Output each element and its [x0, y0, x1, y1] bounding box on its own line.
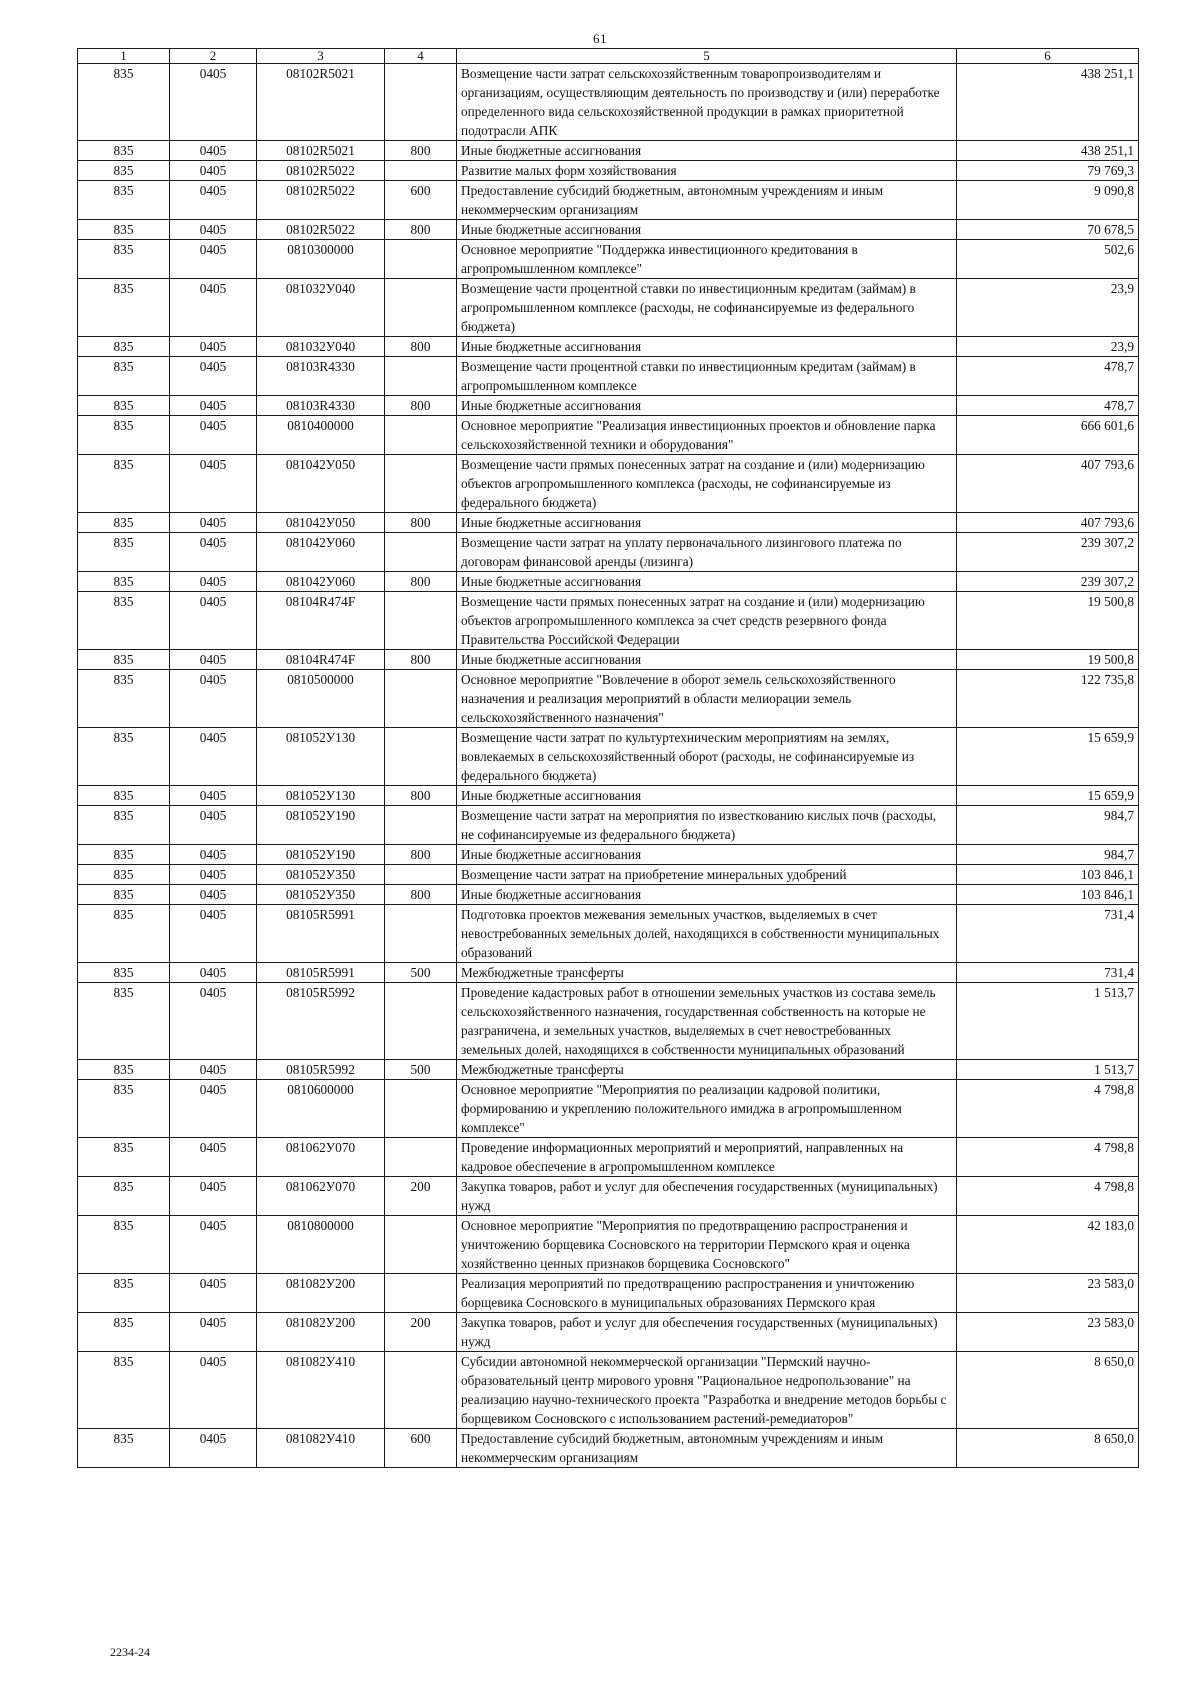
description-cell: Межбюджетные трансферты	[457, 963, 957, 983]
amount-cell: 23,9	[957, 337, 1139, 357]
table-row	[78, 161, 1139, 181]
target-article-cell: 081042У060	[257, 572, 385, 592]
expense-type-cell: 600	[385, 1429, 457, 1468]
section-code-cell: 0405	[170, 1060, 257, 1080]
chapter-code-cell: 835	[78, 1216, 170, 1274]
chapter-code-cell: 835	[78, 670, 170, 728]
chapter-code-cell: 835	[78, 592, 170, 650]
expense-type-cell	[385, 161, 457, 181]
description-cell: Иные бюджетные ассигнования	[457, 513, 957, 533]
target-article-cell: 081052У130	[257, 728, 385, 786]
table-body	[78, 64, 1139, 1468]
description-cell: Субсидии автономной некоммерческой организации "Пермский научно-образовательный центр мирового уровня "Рациональное недропользование" на реализацию научно-технического проекта "Разработка и внедрение методов борьбы с борщевиком Сосновского с использованием растений-ремедиаторов"	[457, 1352, 957, 1429]
target-article-cell: 08105R5991	[257, 905, 385, 963]
expense-type-cell: 800	[385, 885, 457, 905]
target-article-cell: 081062У070	[257, 1138, 385, 1177]
description-cell: Закупка товаров, работ и услуг для обеспечения государственных (муниципальных) нужд	[457, 1177, 957, 1216]
expense-type-cell	[385, 416, 457, 455]
table-row	[78, 1138, 1139, 1177]
description-cell: Иные бюджетные ассигнования	[457, 141, 957, 161]
table-row	[78, 64, 1139, 141]
description-cell: Иные бюджетные ассигнования	[457, 396, 957, 416]
table-row	[78, 337, 1139, 357]
table-row	[78, 1352, 1139, 1429]
amount-cell: 4 798,8	[957, 1138, 1139, 1177]
section-code-cell: 0405	[170, 806, 257, 845]
expense-type-cell: 200	[385, 1177, 457, 1216]
amount-cell: 478,7	[957, 357, 1139, 396]
section-code-cell: 0405	[170, 416, 257, 455]
description-cell: Иные бюджетные ассигнования	[457, 220, 957, 240]
target-article-cell: 08103R4330	[257, 396, 385, 416]
section-code-cell: 0405	[170, 181, 257, 220]
section-code-cell: 0405	[170, 1352, 257, 1429]
description-cell: Возмещение части затрат на мероприятия по известкованию кислых почв (расходы, не софинансируемые из федерального бюджета)	[457, 806, 957, 845]
table-row	[78, 905, 1139, 963]
expense-type-cell	[385, 806, 457, 845]
expense-type-cell: 800	[385, 572, 457, 592]
amount-cell: 23,9	[957, 279, 1139, 337]
chapter-code-cell: 835	[78, 455, 170, 513]
column-header: 4	[385, 49, 457, 64]
section-code-cell: 0405	[170, 845, 257, 865]
description-cell: Основное мероприятие "Вовлечение в оборот земель сельскохозяйственного назначения и реализация мероприятий в области мелиорации земель сельскохозяйственного назначения"	[457, 670, 957, 728]
amount-cell: 19 500,8	[957, 592, 1139, 650]
description-cell: Основное мероприятие "Поддержка инвестиционного кредитования в агропромышленном комплексе"	[457, 240, 957, 279]
expense-type-cell: 800	[385, 513, 457, 533]
section-code-cell: 0405	[170, 357, 257, 396]
target-article-cell: 0810800000	[257, 1216, 385, 1274]
expense-type-cell: 500	[385, 1060, 457, 1080]
table-row	[78, 1313, 1139, 1352]
description-cell: Возмещение части затрат на уплату первоначального лизингового платежа по договорам финансовой аренды (лизинга)	[457, 533, 957, 572]
amount-cell: 15 659,9	[957, 786, 1139, 806]
section-code-cell: 0405	[170, 1313, 257, 1352]
table-row	[78, 650, 1139, 670]
amount-cell: 23 583,0	[957, 1313, 1139, 1352]
chapter-code-cell: 835	[78, 1352, 170, 1429]
description-cell: Иные бюджетные ассигнования	[457, 650, 957, 670]
description-cell: Возмещение части затрат на приобретение минеральных удобрений	[457, 865, 957, 885]
expense-type-cell	[385, 670, 457, 728]
amount-cell: 79 769,3	[957, 161, 1139, 181]
expense-type-cell	[385, 1352, 457, 1429]
expense-type-cell: 800	[385, 845, 457, 865]
amount-cell: 42 183,0	[957, 1216, 1139, 1274]
table-row	[78, 1216, 1139, 1274]
description-cell: Иные бюджетные ассигнования	[457, 845, 957, 865]
section-code-cell: 0405	[170, 279, 257, 337]
target-article-cell: 08105R5991	[257, 963, 385, 983]
target-article-cell: 0810300000	[257, 240, 385, 279]
column-header: 6	[957, 49, 1139, 64]
chapter-code-cell: 835	[78, 865, 170, 885]
chapter-code-cell: 835	[78, 533, 170, 572]
target-article-cell: 08102R5021	[257, 141, 385, 161]
description-cell: Реализация мероприятий по предотвращению распространения и уничтожению борщевика Сосновского в муниципальных образованиях Пермского края	[457, 1274, 957, 1313]
description-cell: Межбюджетные трансферты	[457, 1060, 957, 1080]
target-article-cell: 08102R5021	[257, 64, 385, 141]
target-article-cell: 081042У050	[257, 513, 385, 533]
expense-type-cell	[385, 728, 457, 786]
table-row	[78, 670, 1139, 728]
amount-cell: 502,6	[957, 240, 1139, 279]
target-article-cell: 08102R5022	[257, 220, 385, 240]
amount-cell: 9 090,8	[957, 181, 1139, 220]
target-article-cell: 081042У060	[257, 533, 385, 572]
section-code-cell: 0405	[170, 905, 257, 963]
section-code-cell: 0405	[170, 513, 257, 533]
section-code-cell: 0405	[170, 1177, 257, 1216]
chapter-code-cell: 835	[78, 983, 170, 1060]
expense-type-cell: 800	[385, 337, 457, 357]
chapter-code-cell: 835	[78, 337, 170, 357]
amount-cell: 122 735,8	[957, 670, 1139, 728]
column-header: 1	[78, 49, 170, 64]
expense-type-cell	[385, 1274, 457, 1313]
section-code-cell: 0405	[170, 885, 257, 905]
amount-cell: 1 513,7	[957, 983, 1139, 1060]
target-article-cell: 081052У350	[257, 885, 385, 905]
expense-type-cell	[385, 592, 457, 650]
chapter-code-cell: 835	[78, 416, 170, 455]
table-row	[78, 455, 1139, 513]
expense-type-cell: 600	[385, 181, 457, 220]
section-code-cell: 0405	[170, 963, 257, 983]
chapter-code-cell: 835	[78, 1274, 170, 1313]
target-article-cell: 081082У200	[257, 1313, 385, 1352]
section-code-cell: 0405	[170, 455, 257, 513]
section-code-cell: 0405	[170, 592, 257, 650]
amount-cell: 19 500,8	[957, 650, 1139, 670]
chapter-code-cell: 835	[78, 220, 170, 240]
description-cell: Проведение кадастровых работ в отношении земельных участков из состава земель сельскохозяйственного назначения, государственная собственность на которые не разграничена, и земельных участков, выделяемых в счет невостребованных земельных долей, находящихся в собственности муниципальных образований	[457, 983, 957, 1060]
table-row	[78, 728, 1139, 786]
expense-type-cell	[385, 983, 457, 1060]
expense-type-cell	[385, 64, 457, 141]
expense-type-cell	[385, 865, 457, 885]
table-row	[78, 533, 1139, 572]
amount-cell: 8 650,0	[957, 1352, 1139, 1429]
chapter-code-cell: 835	[78, 1138, 170, 1177]
table-row	[78, 865, 1139, 885]
section-code-cell: 0405	[170, 64, 257, 141]
amount-cell: 103 846,1	[957, 885, 1139, 905]
amount-cell: 15 659,9	[957, 728, 1139, 786]
amount-cell: 407 793,6	[957, 513, 1139, 533]
description-cell: Закупка товаров, работ и услуг для обеспечения государственных (муниципальных) нужд	[457, 1313, 957, 1352]
column-header: 2	[170, 49, 257, 64]
table-row	[78, 1080, 1139, 1138]
table-row	[78, 806, 1139, 845]
amount-cell: 239 307,2	[957, 572, 1139, 592]
table-row	[78, 357, 1139, 396]
section-code-cell: 0405	[170, 670, 257, 728]
table-row	[78, 1060, 1139, 1080]
description-cell: Возмещение части затрат по культуртехническим мероприятиям на землях, вовлекаемых в сельскохозяйственный оборот (расходы, не софинансируемые из федерального бюджета)	[457, 728, 957, 786]
amount-cell: 8 650,0	[957, 1429, 1139, 1468]
description-cell: Возмещение части процентной ставки по инвестиционным кредитам (займам) в агропромышленном комплексе (расходы, не софинансируемые из федерального бюджета)	[457, 279, 957, 337]
chapter-code-cell: 835	[78, 905, 170, 963]
section-code-cell: 0405	[170, 865, 257, 885]
expense-type-cell	[385, 455, 457, 513]
target-article-cell: 081032У040	[257, 279, 385, 337]
section-code-cell: 0405	[170, 1080, 257, 1138]
section-code-cell: 0405	[170, 396, 257, 416]
amount-cell: 438 251,1	[957, 141, 1139, 161]
section-code-cell: 0405	[170, 533, 257, 572]
table-row	[78, 513, 1139, 533]
section-code-cell: 0405	[170, 983, 257, 1060]
document-code: 2234-24	[110, 1645, 150, 1659]
table-row	[78, 141, 1139, 161]
section-code-cell: 0405	[170, 1429, 257, 1468]
section-code-cell: 0405	[170, 337, 257, 357]
expense-type-cell: 800	[385, 786, 457, 806]
chapter-code-cell: 835	[78, 963, 170, 983]
description-cell: Возмещение части прямых понесенных затрат на создание и (или) модернизацию объектов агропромышленного комплекса (расходы, не софинансируемые из федерального бюджета)	[457, 455, 957, 513]
target-article-cell: 081082У200	[257, 1274, 385, 1313]
target-article-cell: 081052У130	[257, 786, 385, 806]
chapter-code-cell: 835	[78, 64, 170, 141]
chapter-code-cell: 835	[78, 357, 170, 396]
chapter-code-cell: 835	[78, 396, 170, 416]
section-code-cell: 0405	[170, 1138, 257, 1177]
expense-type-cell	[385, 240, 457, 279]
chapter-code-cell: 835	[78, 1080, 170, 1138]
chapter-code-cell: 835	[78, 786, 170, 806]
expense-type-cell: 800	[385, 220, 457, 240]
description-cell: Развитие малых форм хозяйствования	[457, 161, 957, 181]
amount-cell: 666 601,6	[957, 416, 1139, 455]
amount-cell: 23 583,0	[957, 1274, 1139, 1313]
amount-cell: 478,7	[957, 396, 1139, 416]
expense-type-cell	[385, 1080, 457, 1138]
description-cell: Проведение информационных мероприятий и мероприятий, направленных на кадровое обеспечение в агропромышленном комплексе	[457, 1138, 957, 1177]
chapter-code-cell: 835	[78, 1177, 170, 1216]
section-code-cell: 0405	[170, 572, 257, 592]
chapter-code-cell: 835	[78, 1313, 170, 1352]
table-row	[78, 279, 1139, 337]
chapter-code-cell: 835	[78, 279, 170, 337]
chapter-code-cell: 835	[78, 1429, 170, 1468]
expense-type-cell	[385, 533, 457, 572]
chapter-code-cell: 835	[78, 885, 170, 905]
chapter-code-cell: 835	[78, 650, 170, 670]
chapter-code-cell: 835	[78, 845, 170, 865]
target-article-cell: 0810600000	[257, 1080, 385, 1138]
chapter-code-cell: 835	[78, 1060, 170, 1080]
chapter-code-cell: 835	[78, 572, 170, 592]
table-row	[78, 1274, 1139, 1313]
chapter-code-cell: 835	[78, 240, 170, 279]
target-article-cell: 08105R5992	[257, 1060, 385, 1080]
target-article-cell: 0810400000	[257, 416, 385, 455]
table-row	[78, 983, 1139, 1060]
description-cell: Возмещение части прямых понесенных затрат на создание и (или) модернизацию объектов агропромышленного комплекса за счет средств резервного фонда Правительства Российской Федерации	[457, 592, 957, 650]
table-row	[78, 396, 1139, 416]
description-cell: Предоставление субсидий бюджетным, автономным учреждениям и иным некоммерческим организациям	[457, 1429, 957, 1468]
section-code-cell: 0405	[170, 161, 257, 181]
amount-cell: 103 846,1	[957, 865, 1139, 885]
section-code-cell: 0405	[170, 220, 257, 240]
chapter-code-cell: 835	[78, 728, 170, 786]
description-cell: Иные бюджетные ассигнования	[457, 885, 957, 905]
target-article-cell: 08105R5992	[257, 983, 385, 1060]
target-article-cell: 081052У190	[257, 845, 385, 865]
target-article-cell: 081062У070	[257, 1177, 385, 1216]
column-header: 3	[257, 49, 385, 64]
table-row	[78, 240, 1139, 279]
expense-type-cell	[385, 1138, 457, 1177]
target-article-cell: 08104R474F	[257, 650, 385, 670]
expense-type-cell: 200	[385, 1313, 457, 1352]
chapter-code-cell: 835	[78, 161, 170, 181]
target-article-cell: 08102R5022	[257, 181, 385, 220]
amount-cell: 407 793,6	[957, 455, 1139, 513]
table-row	[78, 416, 1139, 455]
column-header: 5	[457, 49, 957, 64]
table-row	[78, 1429, 1139, 1468]
section-code-cell: 0405	[170, 141, 257, 161]
target-article-cell: 08102R5022	[257, 161, 385, 181]
header-row	[78, 49, 1139, 64]
description-cell: Возмещение части процентной ставки по инвестиционным кредитам (займам) в агропромышленном комплексе	[457, 357, 957, 396]
section-code-cell: 0405	[170, 650, 257, 670]
section-code-cell: 0405	[170, 1216, 257, 1274]
description-cell: Основное мероприятие "Мероприятия по предотвращению распространения и уничтожению борщевика Сосновского на территории Пермского края и оценка хозяйственно ценных признаков борщевика Сосновского"	[457, 1216, 957, 1274]
expense-type-cell: 500	[385, 963, 457, 983]
target-article-cell: 08104R474F	[257, 592, 385, 650]
amount-cell: 70 678,5	[957, 220, 1139, 240]
table-row	[78, 845, 1139, 865]
table-row	[78, 963, 1139, 983]
section-code-cell: 0405	[170, 1274, 257, 1313]
expense-type-cell: 800	[385, 396, 457, 416]
expense-type-cell	[385, 905, 457, 963]
target-article-cell: 081052У350	[257, 865, 385, 885]
amount-cell: 984,7	[957, 806, 1139, 845]
table-row	[78, 572, 1139, 592]
chapter-code-cell: 835	[78, 513, 170, 533]
section-code-cell: 0405	[170, 786, 257, 806]
section-code-cell: 0405	[170, 240, 257, 279]
description-cell: Подготовка проектов межевания земельных участков, выделяемых в счет невостребованных земельных долей, находящихся в собственности муниципальных образований	[457, 905, 957, 963]
description-cell: Иные бюджетные ассигнования	[457, 572, 957, 592]
expense-type-cell	[385, 357, 457, 396]
target-article-cell: 0810500000	[257, 670, 385, 728]
table-row	[78, 885, 1139, 905]
section-code-cell: 0405	[170, 728, 257, 786]
table-row	[78, 1177, 1139, 1216]
table-row	[78, 592, 1139, 650]
target-article-cell: 081082У410	[257, 1352, 385, 1429]
table-row	[78, 181, 1139, 220]
description-cell: Основное мероприятие "Мероприятия по реализации кадровой политики, формированию и укреплению положительного имиджа в агропромышленном комплексе"	[457, 1080, 957, 1138]
amount-cell: 731,4	[957, 905, 1139, 963]
amount-cell: 731,4	[957, 963, 1139, 983]
expense-type-cell: 800	[385, 141, 457, 161]
expense-type-cell: 800	[385, 650, 457, 670]
target-article-cell: 081082У410	[257, 1429, 385, 1468]
description-cell: Возмещение части затрат сельскохозяйственным товаропроизводителям и организациям, осуществляющим деятельность по производству и (или) переработке определенного вида сельскохозяйственной продукции в рамках приоритетной подотрасли АПК	[457, 64, 957, 141]
amount-cell: 438 251,1	[957, 64, 1139, 141]
amount-cell: 239 307,2	[957, 533, 1139, 572]
amount-cell: 4 798,8	[957, 1080, 1139, 1138]
target-article-cell: 08103R4330	[257, 357, 385, 396]
description-cell: Основное мероприятие "Реализация инвестиционных проектов и обновление парка сельскохозяйственной техники и оборудования"	[457, 416, 957, 455]
description-cell: Предоставление субсидий бюджетным, автономным учреждениям и иным некоммерческим организациям	[457, 181, 957, 220]
chapter-code-cell: 835	[78, 806, 170, 845]
target-article-cell: 081032У040	[257, 337, 385, 357]
page-number: 61	[593, 31, 607, 46]
description-cell: Иные бюджетные ассигнования	[457, 786, 957, 806]
expense-type-cell	[385, 279, 457, 337]
amount-cell: 4 798,8	[957, 1177, 1139, 1216]
table-row	[78, 786, 1139, 806]
amount-cell: 1 513,7	[957, 1060, 1139, 1080]
chapter-code-cell: 835	[78, 181, 170, 220]
expense-type-cell	[385, 1216, 457, 1274]
budget-table	[77, 48, 1139, 1468]
description-cell: Иные бюджетные ассигнования	[457, 337, 957, 357]
chapter-code-cell: 835	[78, 141, 170, 161]
target-article-cell: 081052У190	[257, 806, 385, 845]
table-row	[78, 220, 1139, 240]
amount-cell: 984,7	[957, 845, 1139, 865]
target-article-cell: 081042У050	[257, 455, 385, 513]
